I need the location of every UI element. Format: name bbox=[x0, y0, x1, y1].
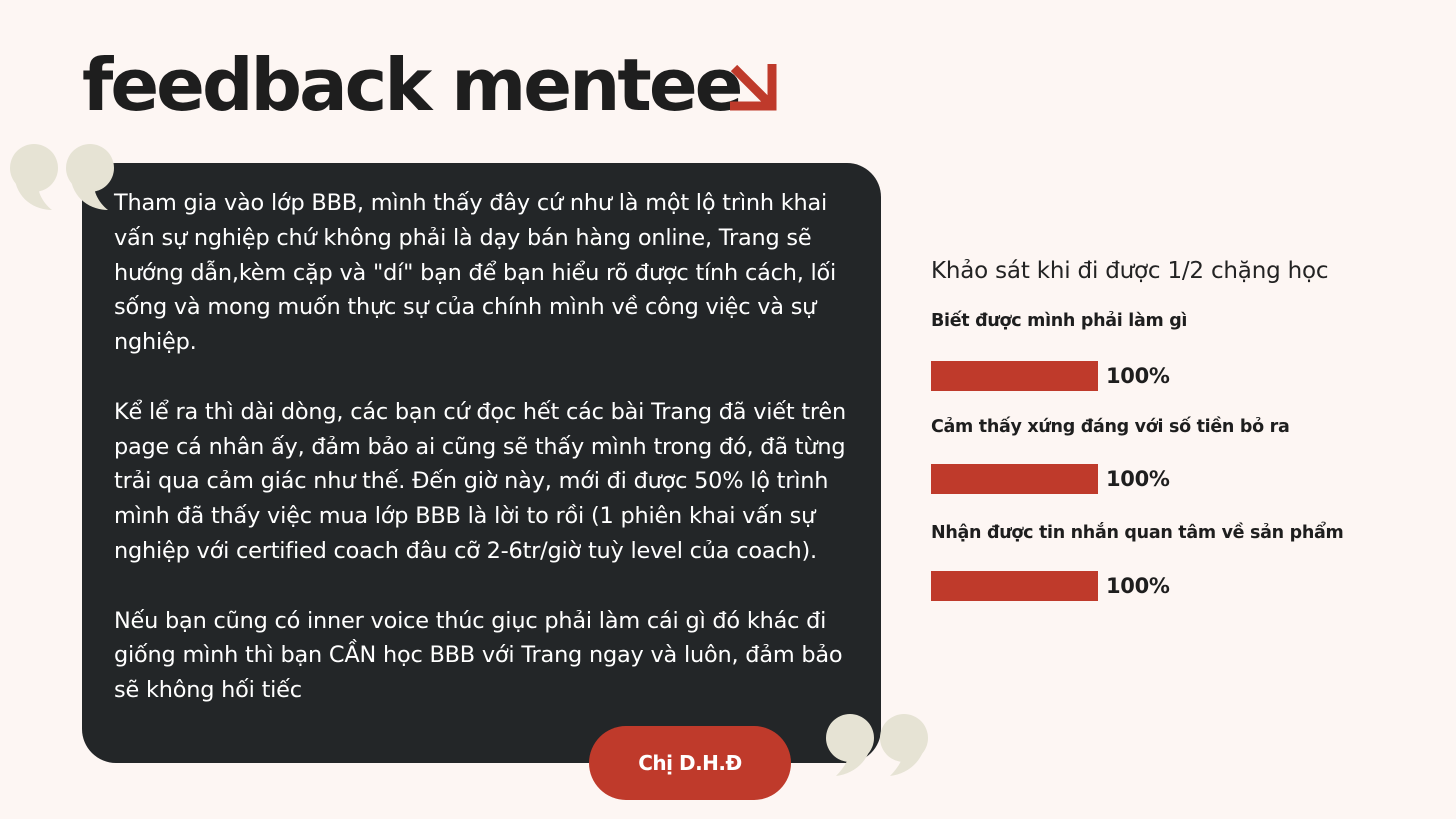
survey-progress-bar bbox=[931, 361, 1098, 391]
testimonial-paragraph: Nếu bạn cũng có inner voice thúc giục phải làm cái gì đó khác đi giống mình thì bạn CẦN học BBB với Trang ngay và luôn, đảm bảo sẽ không hối tiếc bbox=[114, 607, 843, 704]
arrow-down-right-icon bbox=[726, 60, 778, 112]
survey-progress-bar bbox=[931, 464, 1098, 494]
survey-item-label: Biết được mình phải làm gì bbox=[931, 311, 1188, 331]
survey-item-label: Nhận được tin nhắn quan tâm về sản phẩm bbox=[931, 523, 1344, 543]
testimonial-paragraph: Kể lể ra thì dài dòng, các bạn cứ đọc hết các bài Trang đã viết trên page cá nhân ấy, đảm bảo ai cũng sẽ thấy mình trong đó, đã từng trải qua cảm giác như thế. Đến giờ này, mới đi được 50% lộ trình mình đã thấy việc mua lớp BBB là lời to rồi (1 phiên khai vấn sự nghiệp với certified coach đâu cỡ 2-6tr/giờ tuỳ level của coach). bbox=[114, 398, 847, 564]
survey-percent: 100% bbox=[1106, 467, 1170, 491]
author-badge: Chị D.H.Đ bbox=[589, 726, 791, 800]
survey-percent: 100% bbox=[1106, 364, 1170, 388]
testimonial-paragraph: Tham gia vào lớp BBB, mình thấy đây cứ như là một lộ trình khai vấn sự nghiệp chứ không phải là dạy bán hàng online, Trang sẽ hướng dẫn,kèm cặp và "dí" bạn để bạn hiểu rõ được tính cách, lối sống và mong muốn thực sự của chính mình về công việc và sự nghiệp. bbox=[114, 190, 837, 356]
page-title: feedback mentee bbox=[82, 43, 741, 127]
survey-title: Khảo sát khi đi được 1/2 chặng học bbox=[931, 258, 1329, 284]
survey-percent: 100% bbox=[1106, 574, 1170, 598]
testimonial-text bbox=[114, 186, 866, 743]
survey-item-label: Cảm thấy xứng đáng với số tiền bỏ ra bbox=[931, 417, 1290, 437]
survey-progress-bar bbox=[931, 571, 1098, 601]
close-quote-icon bbox=[824, 704, 932, 778]
open-quote-icon bbox=[6, 140, 118, 214]
